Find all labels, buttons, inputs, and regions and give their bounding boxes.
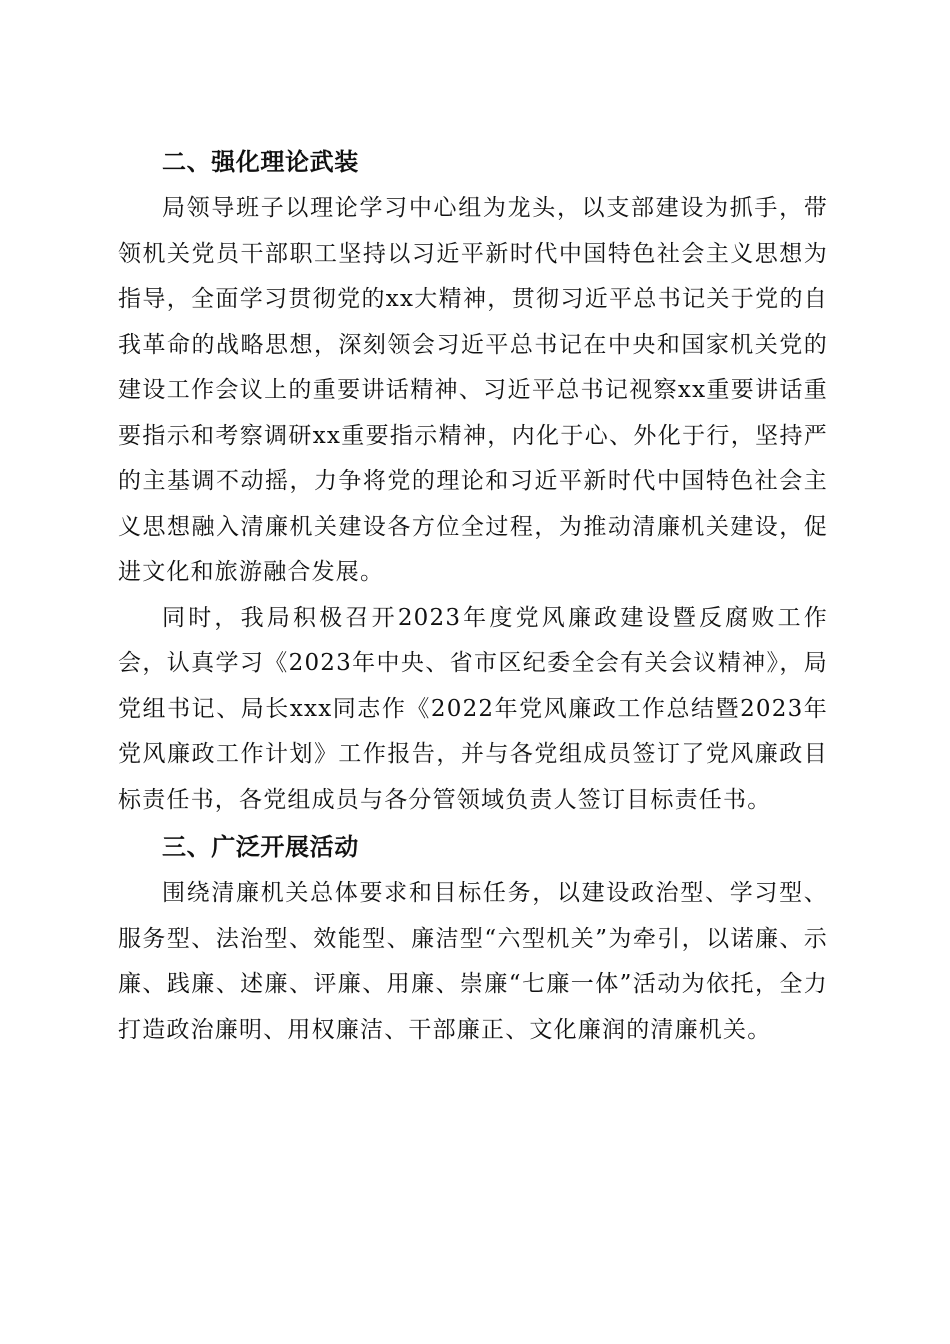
paragraph-clean-organ-activities: 围绕清廉机关总体要求和目标任务，以建设政治型、学习型、服务型、法治型、效能型、廉洁型“六型机关”为牵引，以诺廉、示廉、践廉、述廉、评廉、用廉、崇廉“七廉一体”活动为依托，全力打造政治廉明、用权廉洁、干部廉正、文化廉润的清廉机关。 [118, 880, 828, 1043]
section-heading-activities: 三、广泛开展活动 [162, 833, 359, 861]
paragraph-anti-corruption-meeting: 同时，我局积极召开2023年度党风廉政建设暨反腐败工作会，认真学习《2023年中央、省市区纪委全会有关会议精神》，局党组书记、局长xxx同志作《2022年党风廉政工作总结暨2023年党风廉政工作计划》工作报告，并与各党组成员签订了党风廉政目标责任书，各党组成员与各分管领域负责人签订目标责任书。 [118, 604, 828, 813]
paragraph-theory-study: 局领导班子以理论学习中心组为龙头，以支部建设为抓手，带领机关党员干部职工坚持以习近平新时代中国特色社会主义思想为指导，全面学习贯彻党的xx大精神，贯彻习近平总书记关于党的自我革命的战略思想，深刻领会习近平总书记在中央和国家机关党的建设工作会议上的重要讲话精神、习近平总书记视察xx重要讲话重要指示和考察调研xx重要指示精神，内化于心、外化于行，坚持严的主基调不动摇，力争将党的理论和习近平新时代中国特色社会主义思想融入清廉机关建设各方位全过程，为推动清廉机关建设，促进文化和旅游融合发展。 [118, 195, 828, 585]
document-body [118, 138, 828, 1053]
section-heading-strengthen-theory: 二、强化理论武装 [162, 148, 359, 176]
